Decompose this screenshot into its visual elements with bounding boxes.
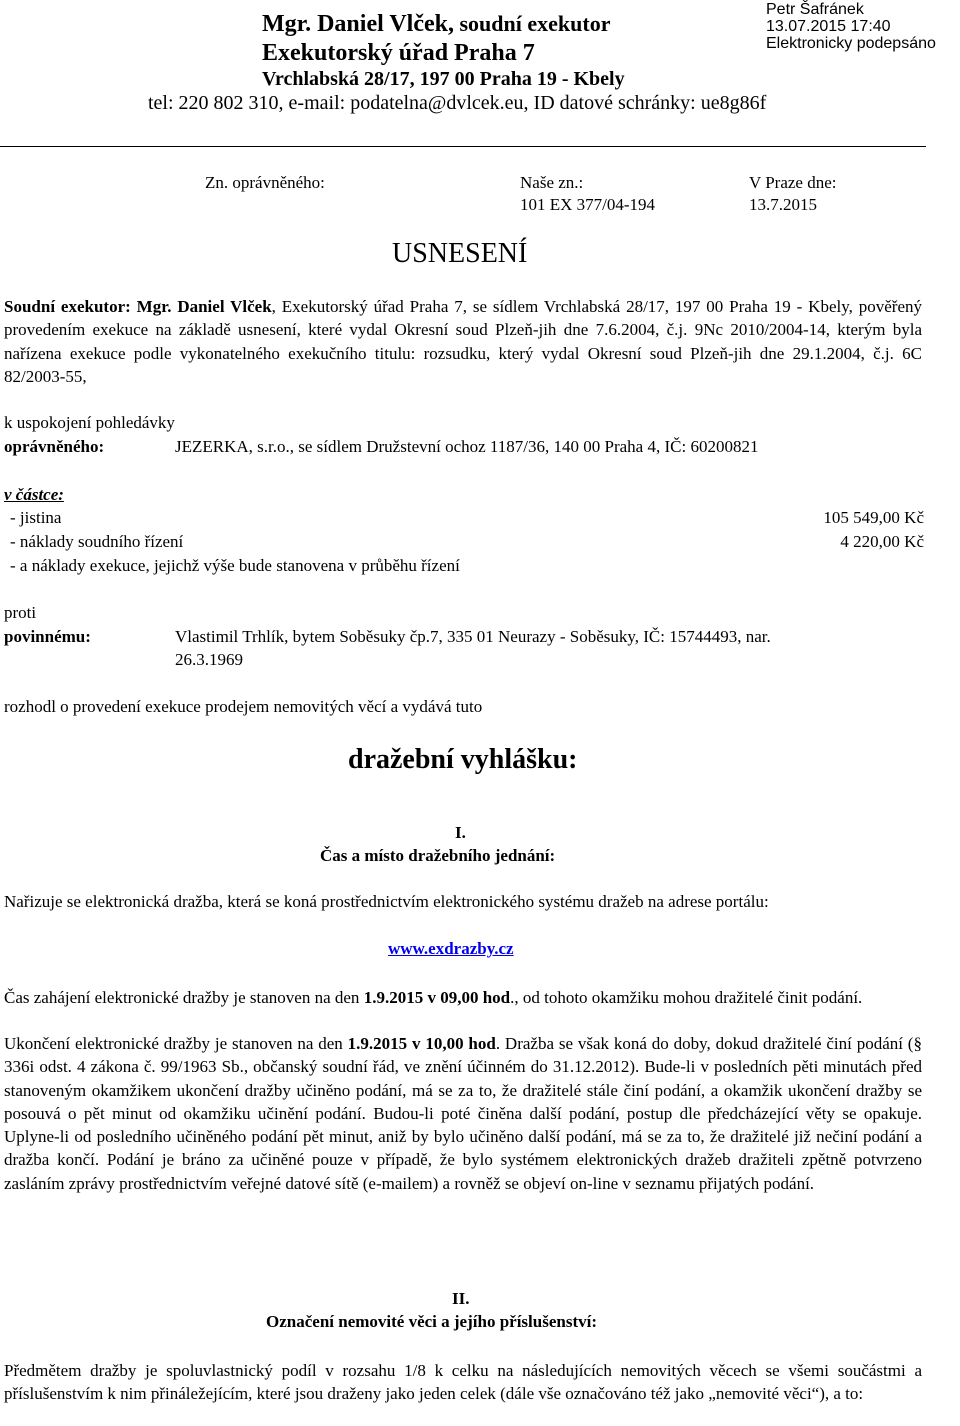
auction-start-datetime: 1.9.2015 v 09,00 hod [363, 988, 511, 1007]
auction-end-datetime: 1.9.2015 v 10,00 hod [347, 1034, 496, 1053]
letterhead-line-1 [262, 11, 610, 37]
creditor-label: oprávněného: [4, 437, 105, 456]
intro-label: Soudní exekutor: Mgr. [4, 297, 172, 316]
creditor-lead: k uspokojení pohledávky [4, 413, 175, 432]
auction-end-paragraph [4, 1032, 922, 1195]
document-title: USNESENÍ [392, 238, 528, 269]
debtor-line-1: Vlastimil Trhlík, bytem Soběsuky čp.7, 335 01 Neurazy - Soběsuky, IČ: 15744493, nar. [175, 627, 771, 646]
creditor-value: JEZERKA, s.r.o., se sídlem Družstevní ochoz 1187/36, 140 00 Praha 4, IČ: 60200821 [175, 437, 759, 456]
signature-datetime: 13.07.2015 17:40 [766, 18, 891, 35]
ref-value-date: 13.7.2015 [749, 195, 817, 214]
amount-principal-value: 105 549,00 Kč [823, 508, 924, 527]
debtor-lead: proti [4, 603, 37, 622]
ref-label-creditor: Zn. oprávněného: [205, 173, 325, 192]
ref-value-ours: 101 EX 377/04-194 [520, 195, 656, 214]
main-title: dražební vyhlášku: [348, 744, 578, 775]
section-2-title: Označení nemovité věci a jejího příslušenství: [266, 1312, 597, 1331]
amount-court-costs-value: 4 220,00 Kč [840, 532, 924, 551]
amount-court-costs-label: - náklady soudního řízení [10, 532, 184, 551]
signature-name: Petr Šafránek [766, 1, 864, 18]
section-1-title: Čas a místo dražebního jednání: [320, 846, 556, 865]
ref-label-ours: Naše zn.: [520, 173, 584, 192]
auction-end-text: Ukončení elektronické dražby je stanoven na den [4, 1034, 348, 1053]
signature-status: Elektronicky podepsáno [766, 35, 936, 52]
intro-text: , Exekutorský úřad Praha 7, se sídlem Vrchlabská 28/17, 197 00 Praha 19 - Kbely, pověřený provedením exekuce na základě usnesení, které vydal Okresní soud Plzeň-jih dne 7.6.2004, č.j. 9Nc 2010/2004-14, kterým byla nařízena exekuce podle vykonatelného exekučního titulu: rozsudku, který vydal Okresní soud Plzeň-jih dne 29.1.2004, č.j. 6C 82/2003-55, [4, 297, 922, 386]
section-2-number: II. [452, 1289, 470, 1308]
debtor-line-2: 26.3.1969 [175, 650, 243, 669]
executor-title: soudní exekutor [454, 11, 611, 36]
amount-execution-costs: - a náklady exekuce, jejichž výše bude stanovena v průběhu řízení [10, 556, 460, 575]
section-1-order: Nařizuje se elektronická dražba, která se koná prostřednictvím elektronického systému dražeb na adrese portálu: [4, 892, 769, 911]
auction-start-paragraph [4, 986, 922, 1009]
debtor-label: povinnému: [4, 627, 91, 646]
amounts-label: v částce: [4, 485, 64, 504]
amount-principal-label: - jistina [10, 508, 62, 527]
section-1-number: I. [455, 823, 466, 842]
letterhead-office: Exekutorský úřad Praha 7 [262, 40, 535, 66]
intro-paragraph [4, 295, 922, 388]
section-2-paragraph: Předmětem dražby je spoluvlastnický podíl v rozsahu 1/8 k celku na následujících nemovitých věcech se všemi součástmi a příslušenstvím k nim přináležejícím, které jsou draženy jako jeden celek (dále vše označováno též jako „nemovité věci“), a to: [4, 1361, 922, 1404]
auction-start-text: Čas zahájení elektronické dražby je stanoven na den [4, 988, 364, 1007]
auction-start-rest: ., od tohoto okamžiku mohou dražitelé činit podání. [510, 988, 863, 1007]
executor-name: Mgr. Daniel Vlček, [262, 11, 454, 37]
ref-label-date: V Praze dne: [749, 173, 837, 192]
section-1-link-wrap [388, 939, 514, 959]
portal-link[interactable]: www.exdrazby.cz [388, 939, 514, 958]
letterhead-address: Vrchlabská 28/17, 197 00 Praha 19 - Kbely [262, 68, 625, 90]
header-divider [0, 146, 926, 147]
auction-end-rest: . Dražba se však koná do doby, dokud dražitelé činí podání (§ 336i odst. 4 zákona č. 99/1963 Sb., občanský soudní řád, ve znění účinném do 31.12.2012). Bude-li v posledních pěti minutách před stanoveným okamžikem ukončení dražby učiněno podání, má se za to, že dražitelé stále činí podání, a okamžik ukončení dražby se posouvá o pět minut od okamžiku učinění podání. Budou-li poté činěna další podání, postup dle předcházející věty se opakuje. Uplyne-li od posledního učiněného podání pět minut, aniž by bylo učiněno další podání, má se za to, že dražitelé již nečiní podání a dražba končí. Podání je bráno za učiněné pouze v případě, že bylo systémem elektronických dražeb dražiteli zpětně potvrzeno zasláním zprávy prostřednictvím veřejné datové sítě (e-mailem) a rovněž se objeví on-line v seznamu přijatých podání. [4, 1034, 922, 1193]
letterhead-contact: tel: 220 802 310, e-mail: podatelna@dvlcek.eu, ID datové schránky: ue8g86f [148, 92, 767, 114]
decision-text: rozhodl o provedení exekuce prodejem nemovitých věcí a vydává tuto [4, 697, 483, 716]
intro-executor-name: Daniel Vlček [171, 297, 272, 316]
